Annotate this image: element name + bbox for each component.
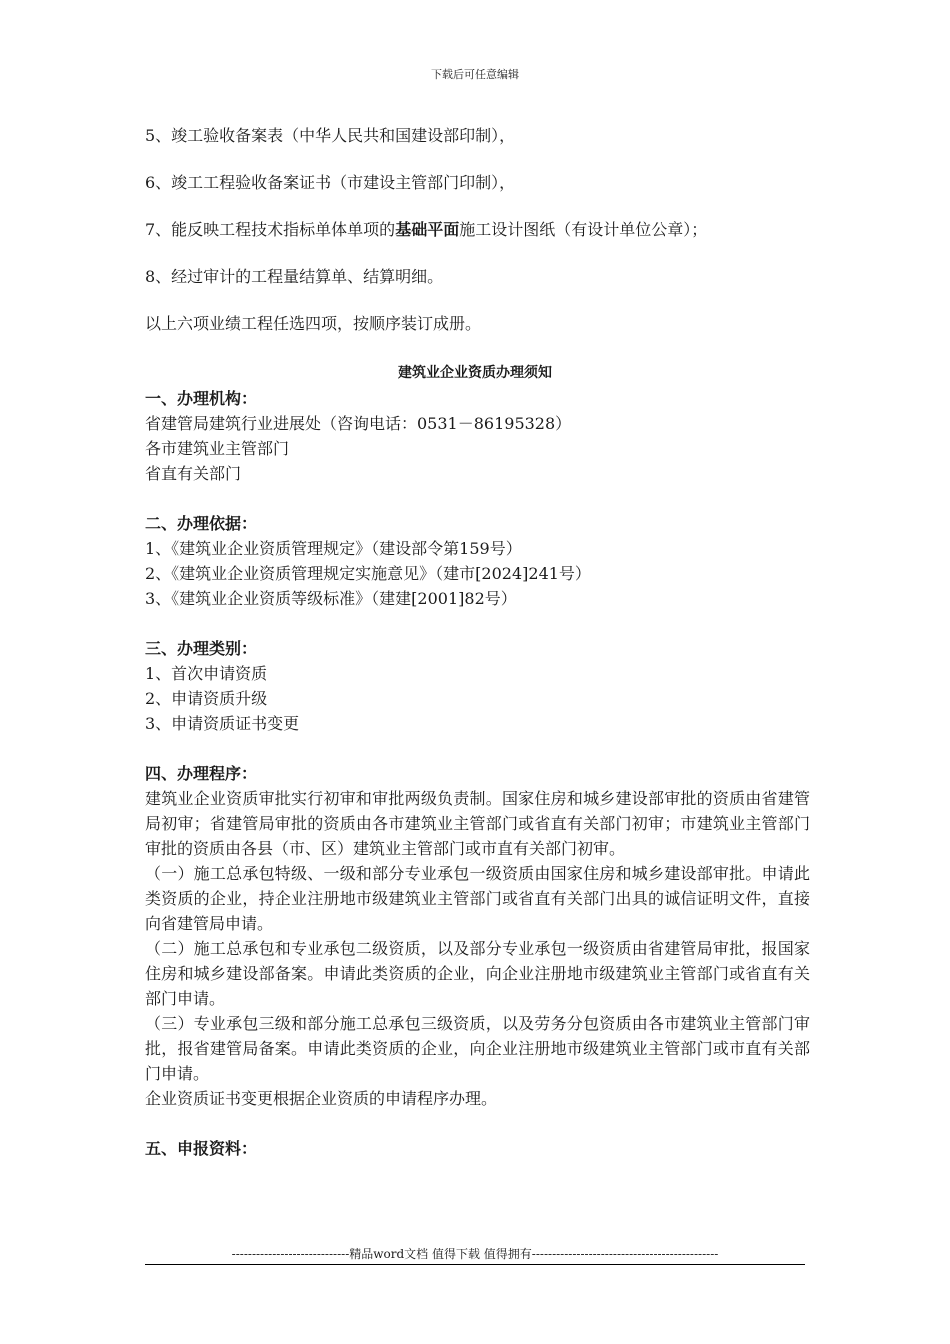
section-heading-category: 三、办理类别： bbox=[145, 639, 258, 658]
section-line: 省建管局建筑行业进展处（咨询电话：0531－86195328） bbox=[145, 414, 572, 433]
section-heading-agency: 一、办理机构： bbox=[145, 389, 258, 408]
section-line: 2、《建筑业企业资质管理规定实施意见》（建市[2024]241号） bbox=[145, 564, 591, 583]
document-body bbox=[145, 386, 810, 1161]
section-paragraph: 建筑业企业资质审批实行初审和审批两级负责制。国家住房和城乡建设部审批的资质由省建管局初审；省建管局审批的资质由各市建筑业主管部门或省直有关部门初审；市建筑业主管部门审批的资质由各县（市、区）建筑业主管部门或市直有关部门初审。 bbox=[145, 789, 810, 858]
document-title: 建筑业企业资质办理须知 bbox=[398, 365, 552, 381]
intro-list bbox=[145, 124, 835, 359]
section-line: 1、《建筑业企业资质管理规定》（建设部令第159号） bbox=[145, 539, 522, 558]
emphasis-text: 基础平面 bbox=[395, 220, 460, 239]
section-line: 3、《建筑业企业资质等级标准》（建建[2001]82号） bbox=[145, 589, 517, 608]
section-heading-procedure: 四、办理程序： bbox=[145, 764, 258, 783]
section-line: 各市建筑业主管部门 bbox=[145, 439, 290, 458]
section-line: 1、首次申请资质 bbox=[145, 664, 268, 683]
list-item: 6、竣工工程验收备案证书（市建设主管部门印制）， bbox=[145, 173, 516, 192]
section-paragraph: （一）施工总承包特级、一级和部分专业承包一级资质由国家住房和城乡建设部审批。申请此类资质的企业，持企业注册地市级建筑业主管部门或省直有关部门出具的诚信证明文件，直接向省建管局申请。 bbox=[145, 864, 810, 933]
list-item: 7、能反映工程技术指标单体单项的基础平面施工设计图纸（有设计单位公章）； bbox=[145, 220, 708, 239]
list-item: 5、竣工验收备案表（中华人民共和国建设部印制）， bbox=[145, 126, 516, 145]
section-line: 2、申请资质升级 bbox=[145, 689, 268, 708]
section-heading-materials: 五、申报资料： bbox=[145, 1139, 258, 1158]
page-header-note: 下载后可任意编辑 bbox=[431, 68, 519, 81]
section-paragraph: 企业资质证书变更根据企业资质的申请程序办理。 bbox=[145, 1089, 498, 1108]
section-paragraph: （二）施工总承包和专业承包二级资质，以及部分专业承包一级资质由省建管局审批，报国家住房和城乡建设部备案。申请此类资质的企业，向企业注册地市级建筑业主管部门或省直有关部门申请。 bbox=[145, 939, 810, 1008]
summary-note: 以上六项业绩工程任选四项，按顺序装订成册。 bbox=[145, 314, 482, 333]
section-heading-basis: 二、办理依据： bbox=[145, 514, 258, 533]
section-paragraph: （三）专业承包三级和部分施工总承包三级资质，以及劳务分包资质由各市建筑业主管部门审批，报省建管局备案。申请此类资质的企业，向企业注册地市级建筑业主管部门或市直有关部门申请。 bbox=[145, 1014, 810, 1083]
list-item: 8、经过审计的工程量结算单、结算明细。 bbox=[145, 267, 444, 286]
section-line: 3、申请资质证书变更 bbox=[145, 714, 300, 733]
section-line: 省直有关部门 bbox=[145, 464, 242, 483]
page-footer: -----------------------------精品word文档 值得下载 值得拥有---------------------------------------------- bbox=[145, 1245, 805, 1265]
